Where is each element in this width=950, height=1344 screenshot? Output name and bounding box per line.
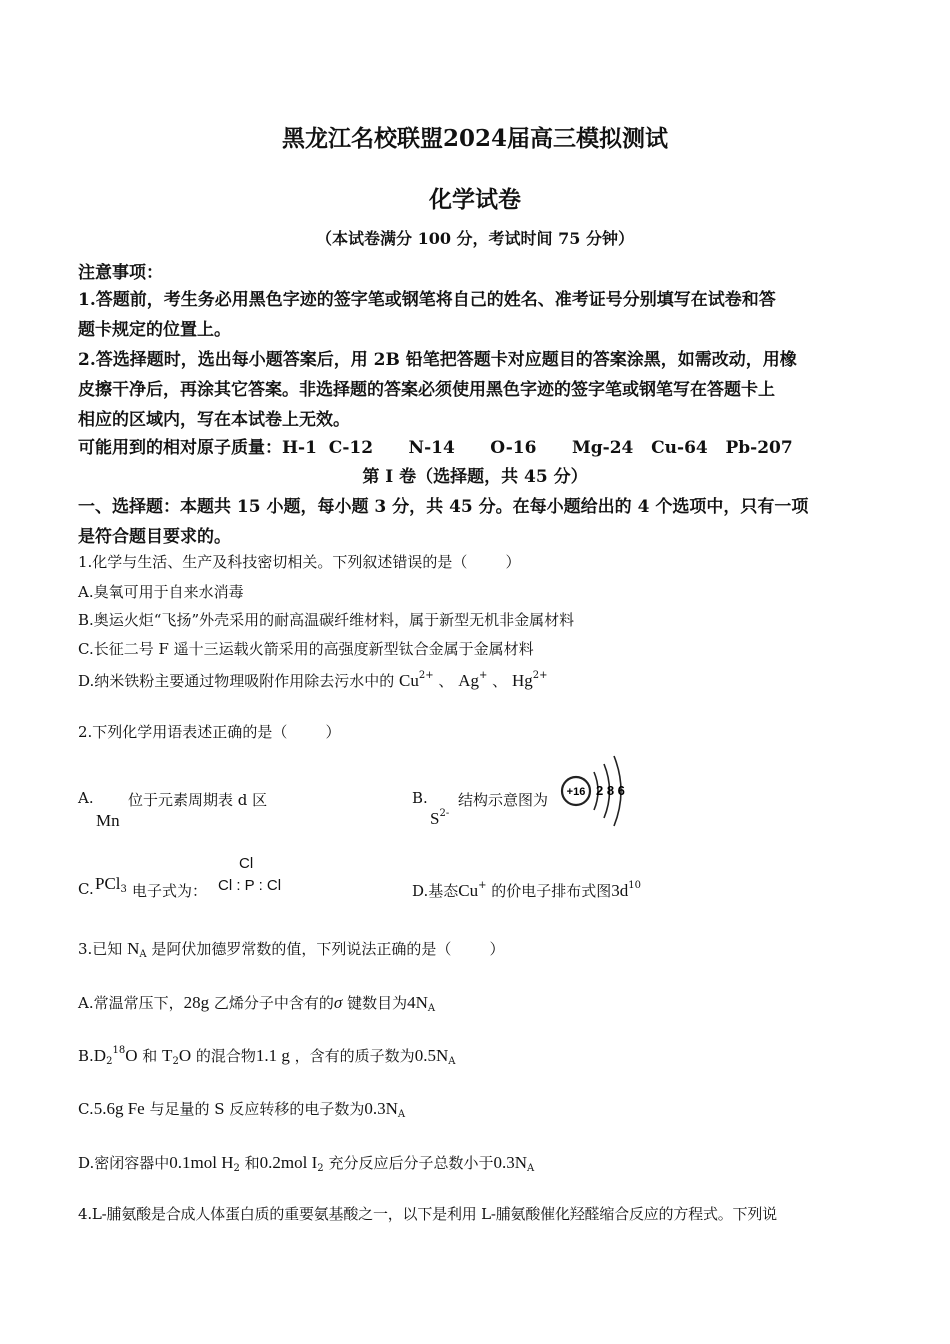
svg-text:2 8 6: 2 8 6: [596, 783, 625, 798]
q4-stem: 4.L-脯氨酸是合成人体蛋白质的重要氨基酸之一，以下是利用 L-脯氨酸催化羟醛缩合反应的方程式。下列说: [78, 1205, 777, 1223]
section-instruction: 是符合题目要求的。: [78, 527, 231, 547]
atomic-mass-line: 可能用到的相对原子质量：H-1 C-12 N-14 O-16 Mg-24 Cu-64 Pb-207: [78, 438, 793, 458]
q3-option-b: $B.D_2^{18}O$ 和 $T_2O$ 的混合物1.1 g ，含有的质子数为$0.5N_A$: [78, 1045, 456, 1067]
notice-line: 2.答选择题时，选出每小题答案后，用 2B 铅笔把答题卡对应题目的答案涂黑，如需改动，用橡: [78, 350, 797, 370]
exam-title: 黑龙江名校联盟2024届高三模拟测试: [281, 125, 668, 152]
q2-stem: 2.下列化学用语表述正确的是（ ）: [78, 723, 341, 741]
notice-heading: 注意事项：: [78, 263, 163, 283]
notice-line: 皮擦干净后，再涂其它答案。非选择题的答案必须使用黑色字迹的签字笔或钢笔写在答题卡上: [78, 380, 775, 400]
q1-option-b: B.奥运火炬“飞扬”外壳采用的耐高温碳纤维材料，属于新型无机非金属材料: [78, 611, 575, 629]
q2-option-a-text: 位于元素周期表 d 区: [128, 791, 268, 809]
part1-heading: 第 I 卷（选择题，共 45 分）: [362, 467, 588, 487]
q2-b-ion: $S^{2-}$: [430, 808, 450, 828]
notice-line: 1.答题前，考生务必用黑色字迹的签字笔或钢笔将自己的姓名、准考证号分别填写在试卷和答: [78, 290, 776, 310]
svg-text:+16: +16: [566, 786, 586, 798]
q2-option-a-label: A.: [78, 789, 94, 807]
sulfide-structure-diagram: [558, 750, 630, 832]
q2-option-b-label: B.: [412, 789, 428, 807]
q3-option-a: A.常温常压下，28g 乙烯分子中含有的σ 键数目为$4N_A$: [78, 993, 436, 1014]
q1-option-d: D.纳米铁粉主要通过物理吸附作用除去污水中的 $Cu^{2+}$ 、 Ag+ 、 $Hg^{2+}$: [78, 670, 548, 690]
notice-line: 相应的区域内，写在本试卷上无效。: [78, 410, 350, 430]
section-instruction: 一、选择题：本题共 15 小题，每小题 3 分，共 45 分。在每小题给出的 4 个选项中，只有一项: [78, 497, 809, 517]
q3-option-d: D.密闭容器中0.1mol $H_2$ 和0.2mol $I_2$ 充分反应后分子总数小于$0.3N_A$: [78, 1153, 535, 1174]
notice-line: 题卡规定的位置上。: [78, 320, 231, 340]
q2-option-d: D.基态Cu+ 的价电子排布式图$3d^{10}$: [412, 880, 642, 900]
exam-subject: 化学试卷: [429, 186, 521, 213]
q2-option-b-text: 结构示意图为: [458, 791, 549, 809]
lewis-structure: Cl : P : Cl: [218, 877, 282, 894]
q2-c-formula: PCl$_3$: [95, 874, 127, 895]
q2-option-c-text: 电子式为：: [132, 882, 208, 900]
q3-option-c: C.5.6g Fe 与足量的 S 反应转移的电子数为$0.3N_A$: [78, 1099, 406, 1120]
lewis-top-cl: Cl: [239, 855, 254, 872]
q1-option-a: A.臭氧可用于自来水消毒: [78, 583, 244, 601]
exam-info: （本试卷满分 100 分，考试时间 75 分钟）: [316, 229, 634, 248]
q1-stem: 1.化学与生活、生产及科技密切相关。下列叙述错误的是（ ）: [78, 553, 521, 571]
q2-a-symbol: Mn: [96, 811, 120, 830]
q1-option-c: C.长征二号 F 遥十三运载火箭采用的高强度新型钛合金属于金属材料: [78, 640, 534, 658]
q3-stem: 3.已知 $N_A$ 是阿伏加德罗常数的值，下列说法正确的是（ ）: [78, 939, 505, 960]
q2-option-c-label: C.: [78, 880, 94, 898]
